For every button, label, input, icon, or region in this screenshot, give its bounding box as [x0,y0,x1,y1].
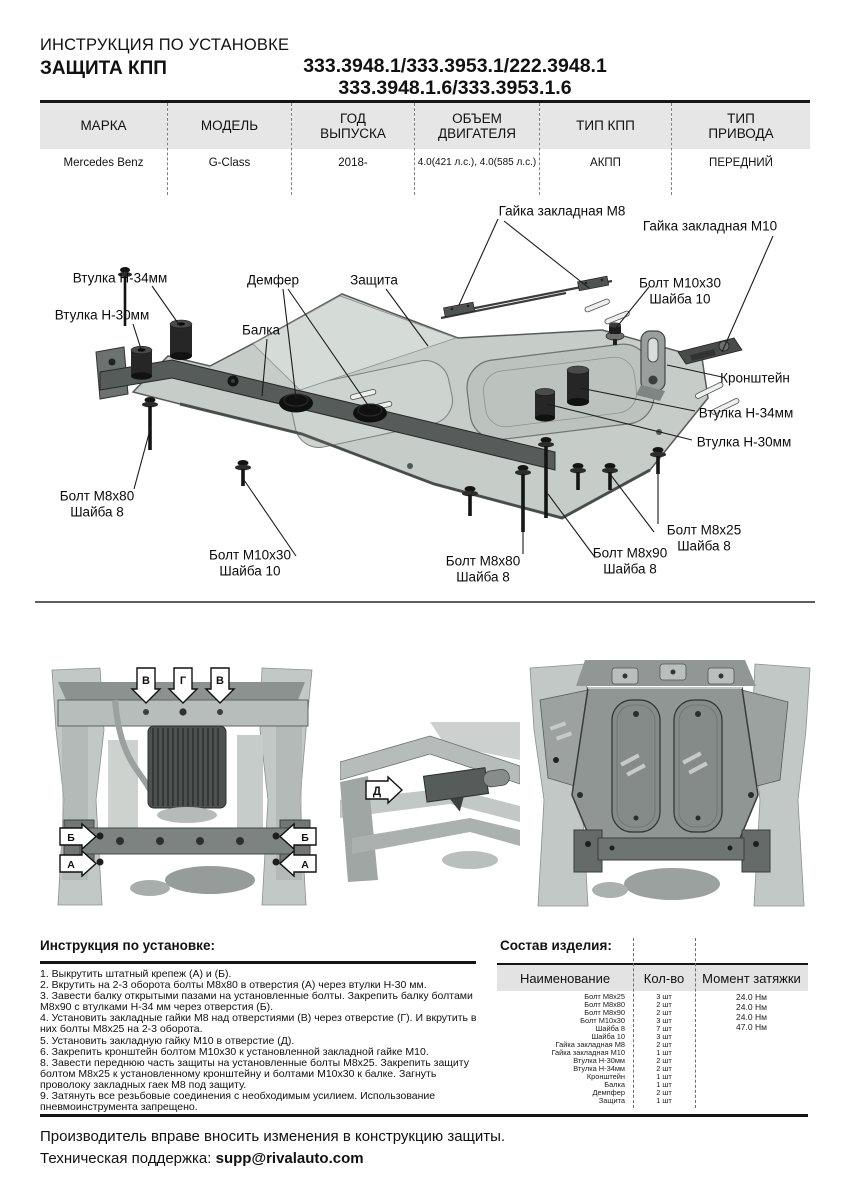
doc-title-line1: ИНСТРУКЦИЯ ПО УСТАНОВКЕ [40,36,290,54]
part-name: Болт М10х30 [580,1016,625,1025]
marker-v-left: В [142,675,150,687]
label-bolt-m8x90-line1: Болт М8х90 [592,545,668,561]
part-numbers [230,55,680,99]
marker-d: Д [372,786,382,798]
label-bushing-h30-left: Втулка Н-30мм [54,307,150,323]
part-qty: 2 шт [656,1064,672,1073]
label-bolt-m10x30-top [639,276,721,307]
part-numbers-line2: 333.3948.1.6/333.3953.1.6 [338,77,572,99]
photo-guard-installed [522,656,820,908]
part-qty: 2 шт [656,1056,672,1065]
vehicle-header-model: МОДЕЛЬ [168,103,291,149]
label-bolt-m10x30-bottom-line1: Болт М10х30 [209,547,291,563]
bottom-line [40,1114,808,1117]
vehicle-header-gearbox: ТИП КПП [540,103,671,149]
vehicle-col-gearbox [540,103,672,195]
step-2: 2. Вкрутить на 2-3 оборота болты М8х80 в отверстия (А) через втулки Н-30 мм. [40,979,427,992]
nut-m10-part [678,338,742,364]
part-qty: 3 шт [656,1032,672,1041]
parts-header-torque: Момент затяжки [702,970,801,986]
torque-value: 47.0 Нм [736,1022,767,1032]
label-bushing-h34-right: Втулка Н-34мм [698,405,794,421]
label-bushing-h34-left: Втулка Н-34мм [72,270,168,286]
label-bolt-m8x80-mid [446,554,520,585]
label-nut-m10: Гайка закладная М10 [642,218,778,234]
part-qty: 2 шт [656,1000,672,1009]
vehicle-col-drive [672,103,810,195]
label-damper: Демфер [246,272,300,288]
vehicle-value-year: 2018- [338,156,368,169]
label-guard: Защита [350,272,398,288]
part-name: Втулка Н-34мм [573,1064,625,1073]
part-numbers-line1: 333.3948.1/333.3953.1/222.3948.1 [303,55,607,77]
torque-value: 24.0 Нм [736,1002,767,1012]
step-9: 9. Затянуть все резьбовые соединения с необходимым усилием. Использование пневмоинструмента запрещено. [40,1090,436,1114]
step-4: 4. Установить закладные гайки М8 над отверстиями (В) через отверстие (Г). И вкрутить в них болты М8х25 на 2-3 оборота. [40,1012,477,1036]
vehicle-value-drive: ПЕРЕДНИЙ [709,156,773,169]
step-1: 1. Выкрутить штатный крепеж (А) и (Б). [40,968,232,980]
label-washer10-bottom: Шайба 10 [219,563,281,578]
part-qty: 1 шт [656,1080,672,1089]
step-6: 6. Закрепить кронштейн болтом М10х30 к установленной закладной гайке М10. [40,1045,429,1058]
photo-bracket-closeup [340,720,520,882]
part-qty: 2 шт [656,1088,672,1097]
part-qty: 2 шт [656,1040,672,1049]
footer-support-label: Техническая поддержка: [40,1150,216,1167]
label-beam: Балка [242,322,280,338]
torque-value: 24.0 Нм [736,1012,767,1022]
vehicle-header-engine: ОБЪЕМ ДВИГАТЕЛЯ [415,103,539,149]
vehicle-value-brand: Mercedes Benz [63,156,144,169]
torque-values [695,992,808,1032]
parts-header-row [497,965,808,991]
exploded-diagram [30,195,820,605]
instructions-title: Инструкция по установке: [40,938,215,953]
part-name: Шайба 8 [595,1024,625,1033]
footer-support [40,1150,364,1167]
vehicle-table [40,100,810,195]
marker-v-right: В [216,675,224,687]
label-washer8-m8x90: Шайба 8 [603,561,657,576]
vehicle-value-model: G-Class [208,156,251,169]
label-washer8-m8x25: Шайба 8 [677,538,731,553]
label-bracket: Кронштейн [720,370,790,386]
vehicle-col-brand [40,103,168,195]
part-qty: 1 шт [656,1048,672,1057]
parts-title: Состав изделия: [500,938,612,953]
part-qty: 1 шт [656,1096,672,1105]
label-bolt-m8x80-left [60,489,134,520]
parts-rows [497,993,695,1105]
label-bolt-m8x25-line1: Болт М8х25 [666,522,742,538]
vehicle-col-model [168,103,292,195]
parts-header-qty: Кол-во [643,970,685,986]
part-name: Гайка закладная М10 [551,1048,625,1057]
marker-a-left: А [67,859,75,871]
part-name: Демпфер [592,1088,625,1097]
step-5: 5. Установить закладную гайку М10 в отверстие (Д). [40,1034,295,1047]
photo-underbody-stock [38,660,328,908]
label-bolt-m10x30-bottom [209,548,291,579]
torque-value: 24.0 Нм [736,992,767,1002]
vehicle-col-engine [415,103,540,195]
part-name: Болт М8х25 [584,992,625,1001]
vehicle-header-brand: МАРКА [40,103,167,149]
label-bolt-m8x25 [667,523,741,554]
marker-a-right: А [301,859,309,871]
label-washer10-top: Шайба 10 [649,291,711,306]
step-8: 8. Завести переднюю часть защиты на установленные болты М8х25. Закрепить защиту болтом М8х25 к установленному кронштейну и болтами М10х30 к балке. Загнуть проволоку закладных гаек М8 под защиту. [40,1056,469,1091]
vehicle-header-drive: ТИП ПРИВОДА [672,103,810,149]
label-washer8-left: Шайба 8 [70,504,124,519]
section-divider [35,601,815,603]
marker-g: Г [179,675,187,687]
part-qty: 3 шт [656,1016,672,1025]
part-qty: 1 шт [656,1072,672,1081]
vehicle-header-year: ГОД ВЫПУСКА [292,103,414,149]
label-bushing-h30-right: Втулка Н-30мм [696,434,792,450]
part-row [497,1097,695,1105]
vehicle-value-gearbox: АКПП [590,156,621,169]
marker-b-left: Б [67,832,75,844]
step-3: 3. Завести балку открытыми пазами на установленные болты. Закрепить балку болтами М8х90 с втулками Н-34 мм через отверстия (Б). [40,990,473,1014]
vehicle-value-engine: 4.0(421 л.с.), 4.0(585 л.с.) [417,156,537,168]
label-bolt-m8x80-left-line1: Болт М8х80 [59,488,135,504]
part-name: Шайба 10 [591,1032,625,1041]
part-name: Гайка закладная М8 [555,1040,625,1049]
label-nut-m8: Гайка закладная М8 [498,203,626,219]
marker-b-right: Б [301,832,309,844]
label-bolt-m10x30-top-line1: Болт М10х30 [639,275,721,291]
label-bolt-m8x90 [593,546,667,577]
part-name: Втулка Н-30мм [573,1056,625,1065]
parts-header-name: Наименование [519,970,611,986]
instructions-divider [40,961,476,964]
vehicle-col-year [292,103,415,195]
label-bolt-m8x80-mid-line1: Болт М8х80 [445,553,521,569]
part-qty: 7 шт [656,1024,672,1033]
footer-support-email: supp@rivalauto.com [215,1150,364,1167]
part-qty: 2 шт [656,1008,672,1017]
part-name: Кронштейн [586,1072,625,1081]
part-name: Болт М8х80 [584,1000,625,1009]
doc-title-line2: ЗАЩИТА КПП [40,58,167,79]
label-washer8-mid: Шайба 8 [456,569,510,584]
footer-disclaimer: Производитель вправе вносить изменения в конструкцию защиты. [40,1128,506,1145]
guard-plate [133,294,740,518]
part-name: Балка [604,1080,625,1089]
instructions-steps [40,969,477,1113]
part-name: Болт М8х90 [584,1008,625,1017]
part-name: Защита [598,1096,625,1105]
part-qty: 3 шт [656,992,672,1001]
